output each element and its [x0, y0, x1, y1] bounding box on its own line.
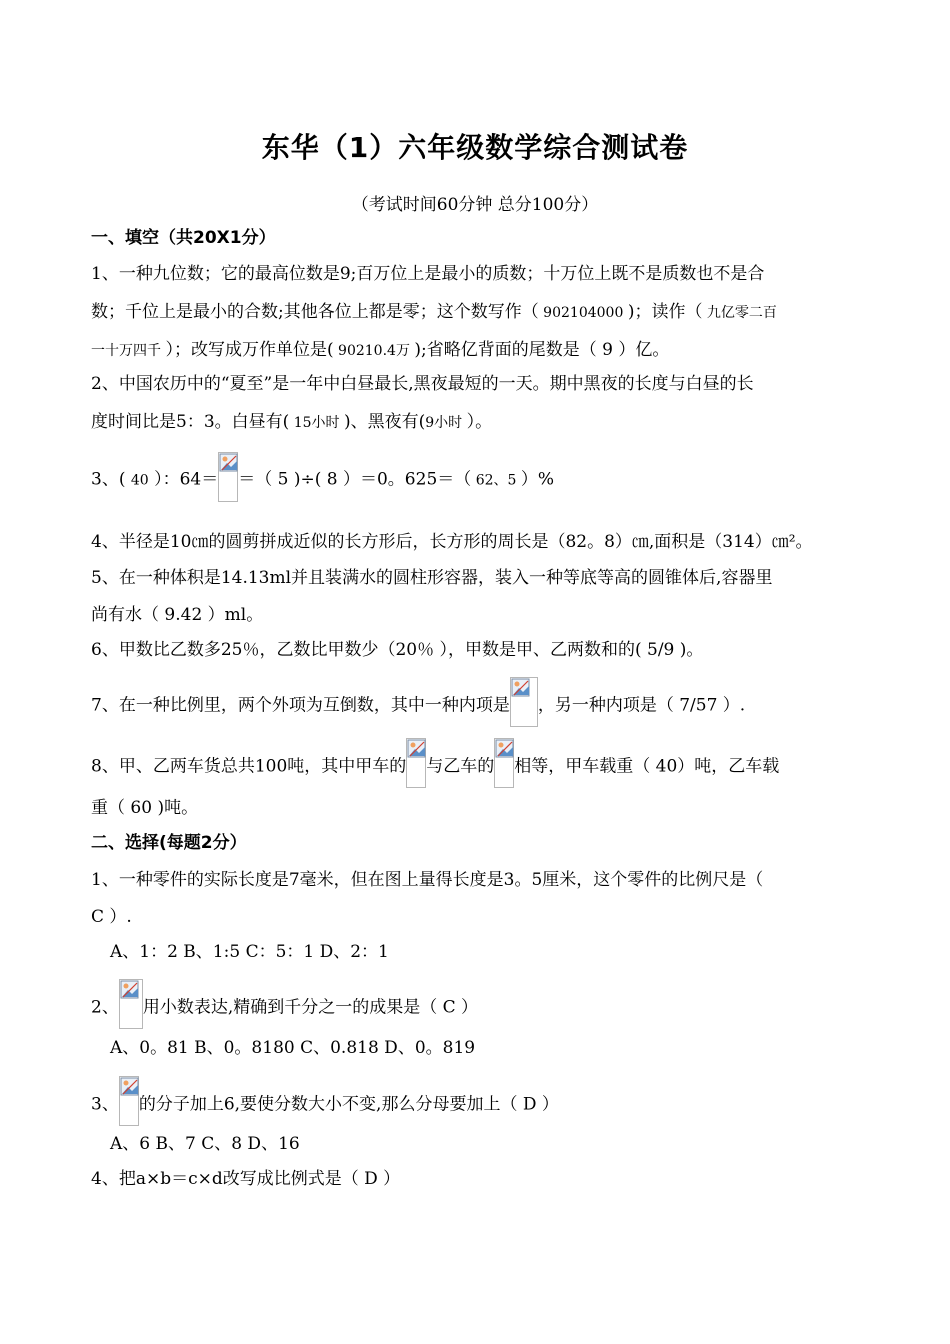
s2-q1-line2: C ）.	[91, 907, 132, 927]
q3-text: ＝（ 5 )÷( 8 ）＝0。625＝（	[238, 469, 472, 490]
fraction-image-icon	[218, 452, 238, 502]
s2-q1-line1: 1、一种零件的实际长度是7毫米，但在图上量得长度是3。5厘米，这个零件的比例尺是（	[91, 870, 764, 890]
q2-line2	[91, 410, 492, 435]
q1-line2	[91, 300, 777, 325]
q1-text: 数；千位上是最小的合数;其他各位上都是零；这个数写作（	[91, 302, 539, 322]
q2-text: 度时间比是5：3。白昼有(	[91, 412, 290, 432]
q3-answer-percent: 62、5	[471, 472, 521, 489]
q6-line: 6、甲数比乙数多25％，乙数比甲数少（20％ ），甲数是甲、乙两数和的( 5/9 )。	[91, 640, 704, 660]
q8-text: 与乙车的	[426, 756, 495, 777]
q1-text: ）；改写成万作单位是(	[165, 340, 334, 360]
fraction-image-icon	[406, 738, 426, 788]
q5-line2: 尚有水（ 9.42 ）ml。	[91, 605, 264, 625]
q3-text: 3、(	[91, 469, 131, 490]
q1-line3	[91, 338, 669, 363]
page-title: 东华（1）六年级数学综合测试卷	[261, 131, 689, 164]
q8-text: 相等，甲车载重（ 40）吨，乙车载	[514, 756, 780, 777]
q7-text: 7、在一种比例里，两个外项为互倒数，其中一种内项是	[91, 695, 510, 716]
s2-q2-line	[91, 987, 478, 1029]
s2-q2-text: 2、	[91, 997, 119, 1018]
fraction-image-icon	[119, 1076, 139, 1126]
q3-text: ）：64＝	[148, 469, 219, 490]
q7-line	[91, 685, 745, 727]
section-heading-choice: 二、选择(每题2分）	[91, 833, 247, 853]
s2-q2-text: 用小数表达,精确到千分之一的成果是（ C ）	[142, 997, 479, 1018]
s2-q3-text: 的分子加上6,要使分数大小不变,那么分母要加上（ D ）	[138, 1094, 559, 1115]
q3-text: ）%	[520, 469, 555, 490]
q1-text: );省略亿背面的尾数是（ 9 ）亿。	[414, 340, 670, 360]
q1-line1: 1、一种九位数；它的最高位数是9;百万位上是最小的质数；十万位上既不是质数也不是合	[91, 264, 765, 284]
s2-q3-line	[91, 1084, 559, 1126]
q2-text: ）。	[466, 412, 493, 432]
q2-text: )、黑夜有(	[343, 412, 426, 432]
q3-line	[91, 458, 554, 502]
q2-answer-night: 9小时	[425, 415, 467, 431]
fraction-image-icon	[119, 979, 143, 1029]
q1-answer-wan: 90210.4万	[333, 343, 415, 359]
q4-line: 4、半径是10㎝的圆剪拼成近似的长方形后，长方形的周长是（82。8）㎝,面积是（314）㎝²。	[91, 532, 813, 552]
fraction-image-icon	[494, 738, 514, 788]
section-heading-fill-blank: 一、填空（共20X1分）	[91, 228, 276, 248]
q1-text: )；读作（	[627, 302, 703, 322]
q7-text: ，另一种内项是（ 7/57 ）.	[537, 695, 746, 716]
q8-line1	[91, 746, 779, 788]
q1-answer-reading-cont: 一十万四千	[91, 343, 166, 359]
q5-line1: 5、在一种体积是14.13ml并且装满水的圆柱形容器，装入一种等底等高的圆锥体后,容器里	[91, 568, 773, 588]
q2-answer-day: 15小时	[289, 415, 344, 431]
q2-line1: 2、中国农历中的“夏至”是一年中白昼最长,黑夜最短的一天。期中黑夜的长度与白昼的长	[91, 374, 754, 394]
s2-q3-options: A、6 B、7 C、8 D、16	[110, 1134, 300, 1154]
q3-answer: 40	[130, 472, 149, 489]
s2-q2-options: A、0。81 B、0。8180 C、0.818 D、0。819	[110, 1038, 476, 1058]
q8-text: 8、甲、乙两车货总共100吨，其中甲车的	[91, 756, 407, 777]
q1-answer-reading: 九亿零二百	[702, 305, 777, 321]
s2-q1-options: A、1：2 B、1:5 C：5：1 D、2：1	[110, 942, 389, 962]
fraction-image-icon	[510, 677, 538, 727]
s2-q3-text: 3、	[91, 1094, 119, 1115]
q8-line2: 重（ 60 )吨。	[91, 798, 199, 818]
q1-answer-number: 902104000	[538, 305, 628, 321]
exam-info: （考试时间60分钟 总分100分）	[351, 195, 599, 215]
s2-q4-line: 4、把a×b＝c×d改写成比例式是（ D ）	[91, 1169, 401, 1189]
